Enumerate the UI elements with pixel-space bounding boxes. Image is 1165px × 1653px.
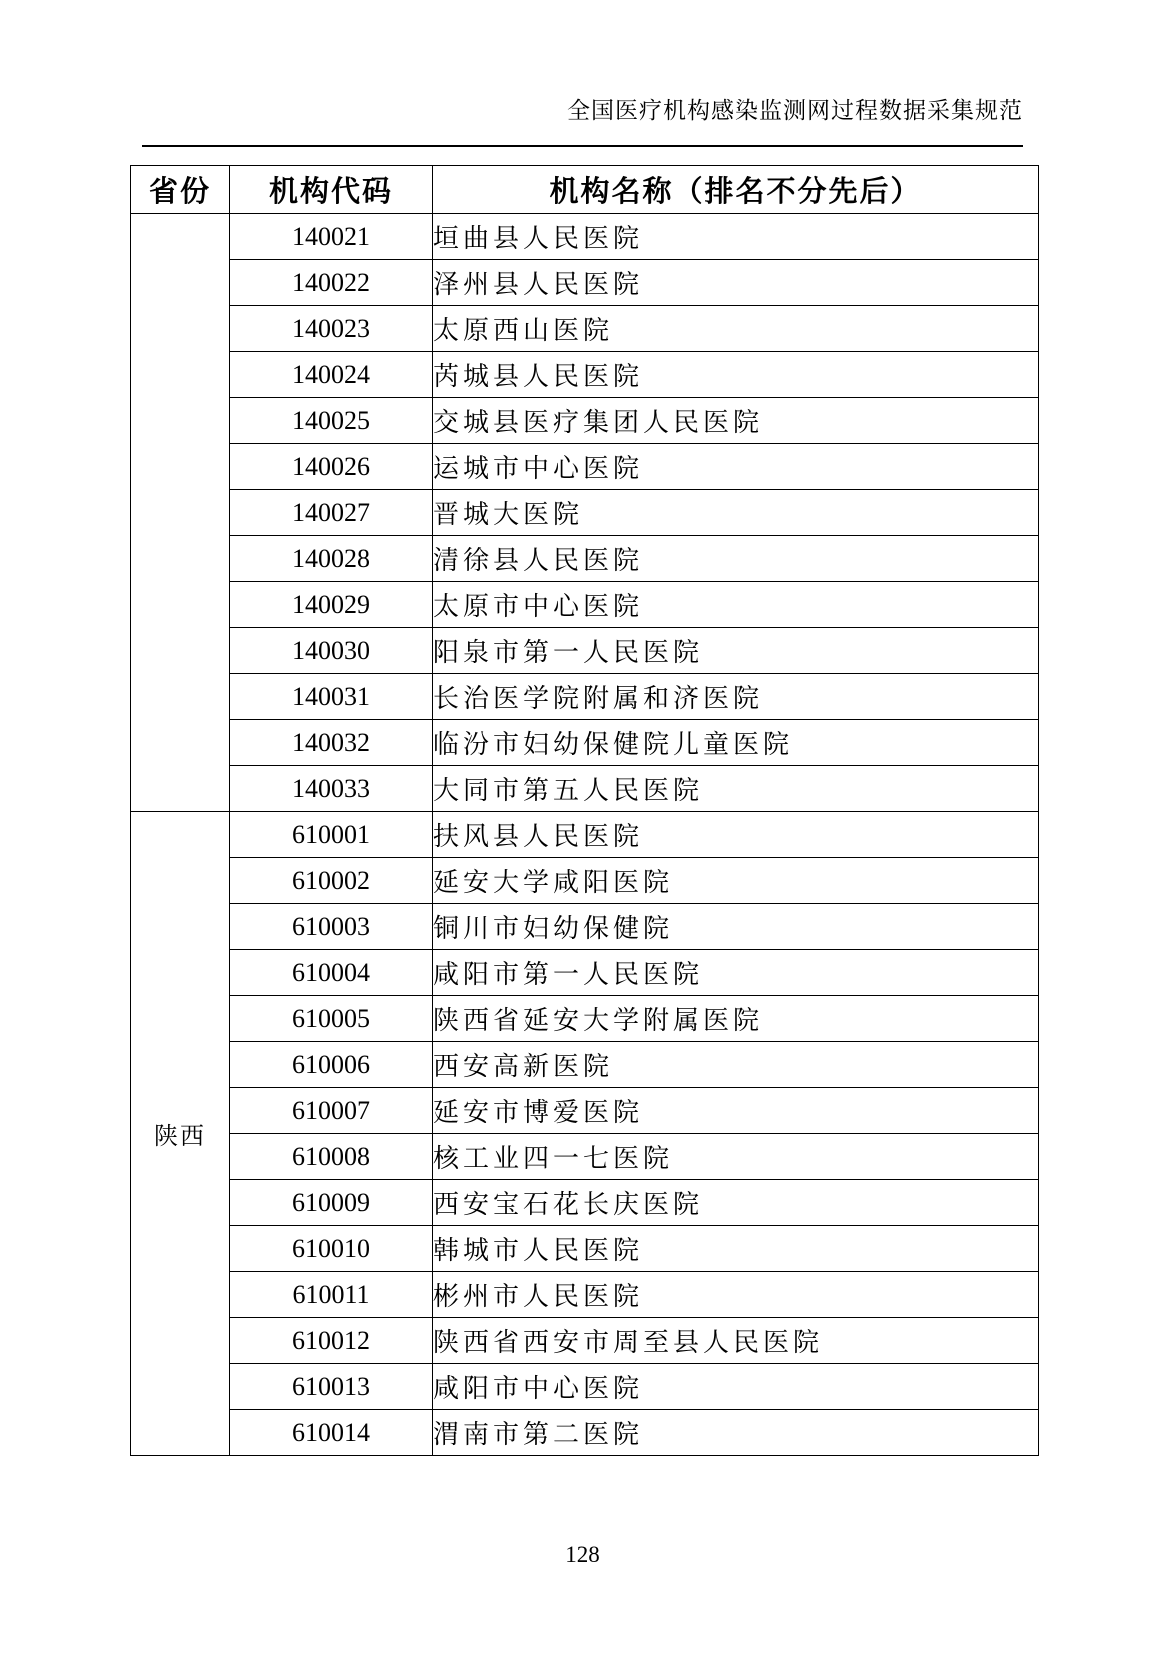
table-row <box>131 812 1039 858</box>
institution-name-cell: 长治医学院附属和济医院 <box>433 674 1039 720</box>
institution-name-cell: 太原市中心医院 <box>433 582 1039 628</box>
table-row <box>131 352 1039 398</box>
institution-code-cell: 140029 <box>230 582 433 628</box>
institution-code-cell: 610014 <box>230 1410 433 1456</box>
institution-code-cell: 140025 <box>230 398 433 444</box>
table-row <box>131 950 1039 996</box>
table-row <box>131 490 1039 536</box>
table-row <box>131 1134 1039 1180</box>
table-row <box>131 766 1039 812</box>
table-row <box>131 1042 1039 1088</box>
institution-code-cell: 140032 <box>230 720 433 766</box>
document-header-title: 全国医疗机构感染监测网过程数据采集规范 <box>567 98 1023 124</box>
institution-name-cell: 西安高新医院 <box>433 1042 1039 1088</box>
institution-name-cell: 陕西省西安市周至县人民医院 <box>433 1318 1039 1364</box>
institution-code-cell: 140021 <box>230 214 433 260</box>
institution-name-cell: 铜川市妇幼保健院 <box>433 904 1039 950</box>
institution-code-cell: 140022 <box>230 260 433 306</box>
institution-name-cell: 晋城大医院 <box>433 490 1039 536</box>
institution-name-cell: 垣曲县人民医院 <box>433 214 1039 260</box>
table-body <box>131 214 1039 1456</box>
table-row <box>131 582 1039 628</box>
column-header-province: 省份 <box>131 166 230 214</box>
institution-name-cell: 咸阳市第一人民医院 <box>433 950 1039 996</box>
institution-code-cell: 610012 <box>230 1318 433 1364</box>
table-row <box>131 1272 1039 1318</box>
table-row <box>131 628 1039 674</box>
institution-name-cell: 韩城市人民医院 <box>433 1226 1039 1272</box>
column-header-code: 机构代码 <box>230 166 433 214</box>
table-row <box>131 306 1039 352</box>
table-row <box>131 996 1039 1042</box>
table-row <box>131 674 1039 720</box>
table-row <box>131 214 1039 260</box>
institution-code-cell: 610006 <box>230 1042 433 1088</box>
page-number: 128 <box>565 1542 600 1567</box>
header-divider <box>142 145 1023 147</box>
institution-code-cell: 610003 <box>230 904 433 950</box>
table-header-row <box>131 166 1039 214</box>
table-row <box>131 260 1039 306</box>
institution-name-cell: 咸阳市中心医院 <box>433 1364 1039 1410</box>
institution-name-cell: 大同市第五人民医院 <box>433 766 1039 812</box>
institution-name-cell: 核工业四一七医院 <box>433 1134 1039 1180</box>
institution-name-cell: 扶风县人民医院 <box>433 812 1039 858</box>
institution-code-cell: 140033 <box>230 766 433 812</box>
institution-name-cell: 交城县医疗集团人民医院 <box>433 398 1039 444</box>
institution-code-cell: 610009 <box>230 1180 433 1226</box>
column-header-name: 机构名称（排名不分先后） <box>433 166 1039 214</box>
institution-name-cell: 芮城县人民医院 <box>433 352 1039 398</box>
institution-code-cell: 140023 <box>230 306 433 352</box>
table-row <box>131 1180 1039 1226</box>
institution-code-cell: 610001 <box>230 812 433 858</box>
institution-name-cell: 临汾市妇幼保健院儿童医院 <box>433 720 1039 766</box>
institution-code-cell: 610005 <box>230 996 433 1042</box>
institution-code-cell: 610002 <box>230 858 433 904</box>
table-row <box>131 1364 1039 1410</box>
institution-name-cell: 运城市中心医院 <box>433 444 1039 490</box>
institution-name-cell: 西安宝石花长庆医院 <box>433 1180 1039 1226</box>
table-row <box>131 398 1039 444</box>
table-row <box>131 444 1039 490</box>
table-row <box>131 858 1039 904</box>
institution-code-cell: 140026 <box>230 444 433 490</box>
institution-table <box>130 165 1039 1456</box>
institution-name-cell: 阳泉市第一人民医院 <box>433 628 1039 674</box>
table-row <box>131 1410 1039 1456</box>
institution-code-cell: 610010 <box>230 1226 433 1272</box>
institution-code-cell: 140024 <box>230 352 433 398</box>
institution-name-cell: 延安大学咸阳医院 <box>433 858 1039 904</box>
table-row <box>131 1318 1039 1364</box>
institution-code-cell: 140028 <box>230 536 433 582</box>
institution-code-cell: 610008 <box>230 1134 433 1180</box>
institution-name-cell: 渭南市第二医院 <box>433 1410 1039 1456</box>
province-cell <box>131 214 230 812</box>
province-cell: 陕西 <box>131 812 230 1456</box>
institution-code-cell: 140027 <box>230 490 433 536</box>
institution-name-cell: 泽州县人民医院 <box>433 260 1039 306</box>
table-row <box>131 1226 1039 1272</box>
institution-name-cell: 彬州市人民医院 <box>433 1272 1039 1318</box>
institution-name-cell: 延安市博爱医院 <box>433 1088 1039 1134</box>
table-row <box>131 1088 1039 1134</box>
institution-code-cell: 140030 <box>230 628 433 674</box>
institution-code-cell: 610007 <box>230 1088 433 1134</box>
institution-name-cell: 太原西山医院 <box>433 306 1039 352</box>
institution-code-cell: 610011 <box>230 1272 433 1318</box>
institution-code-cell: 610013 <box>230 1364 433 1410</box>
table-row <box>131 536 1039 582</box>
institution-code-cell: 140031 <box>230 674 433 720</box>
table-row <box>131 904 1039 950</box>
institution-code-cell: 610004 <box>230 950 433 996</box>
institution-name-cell: 陕西省延安大学附属医院 <box>433 996 1039 1042</box>
table-row <box>131 720 1039 766</box>
institution-name-cell: 清徐县人民医院 <box>433 536 1039 582</box>
